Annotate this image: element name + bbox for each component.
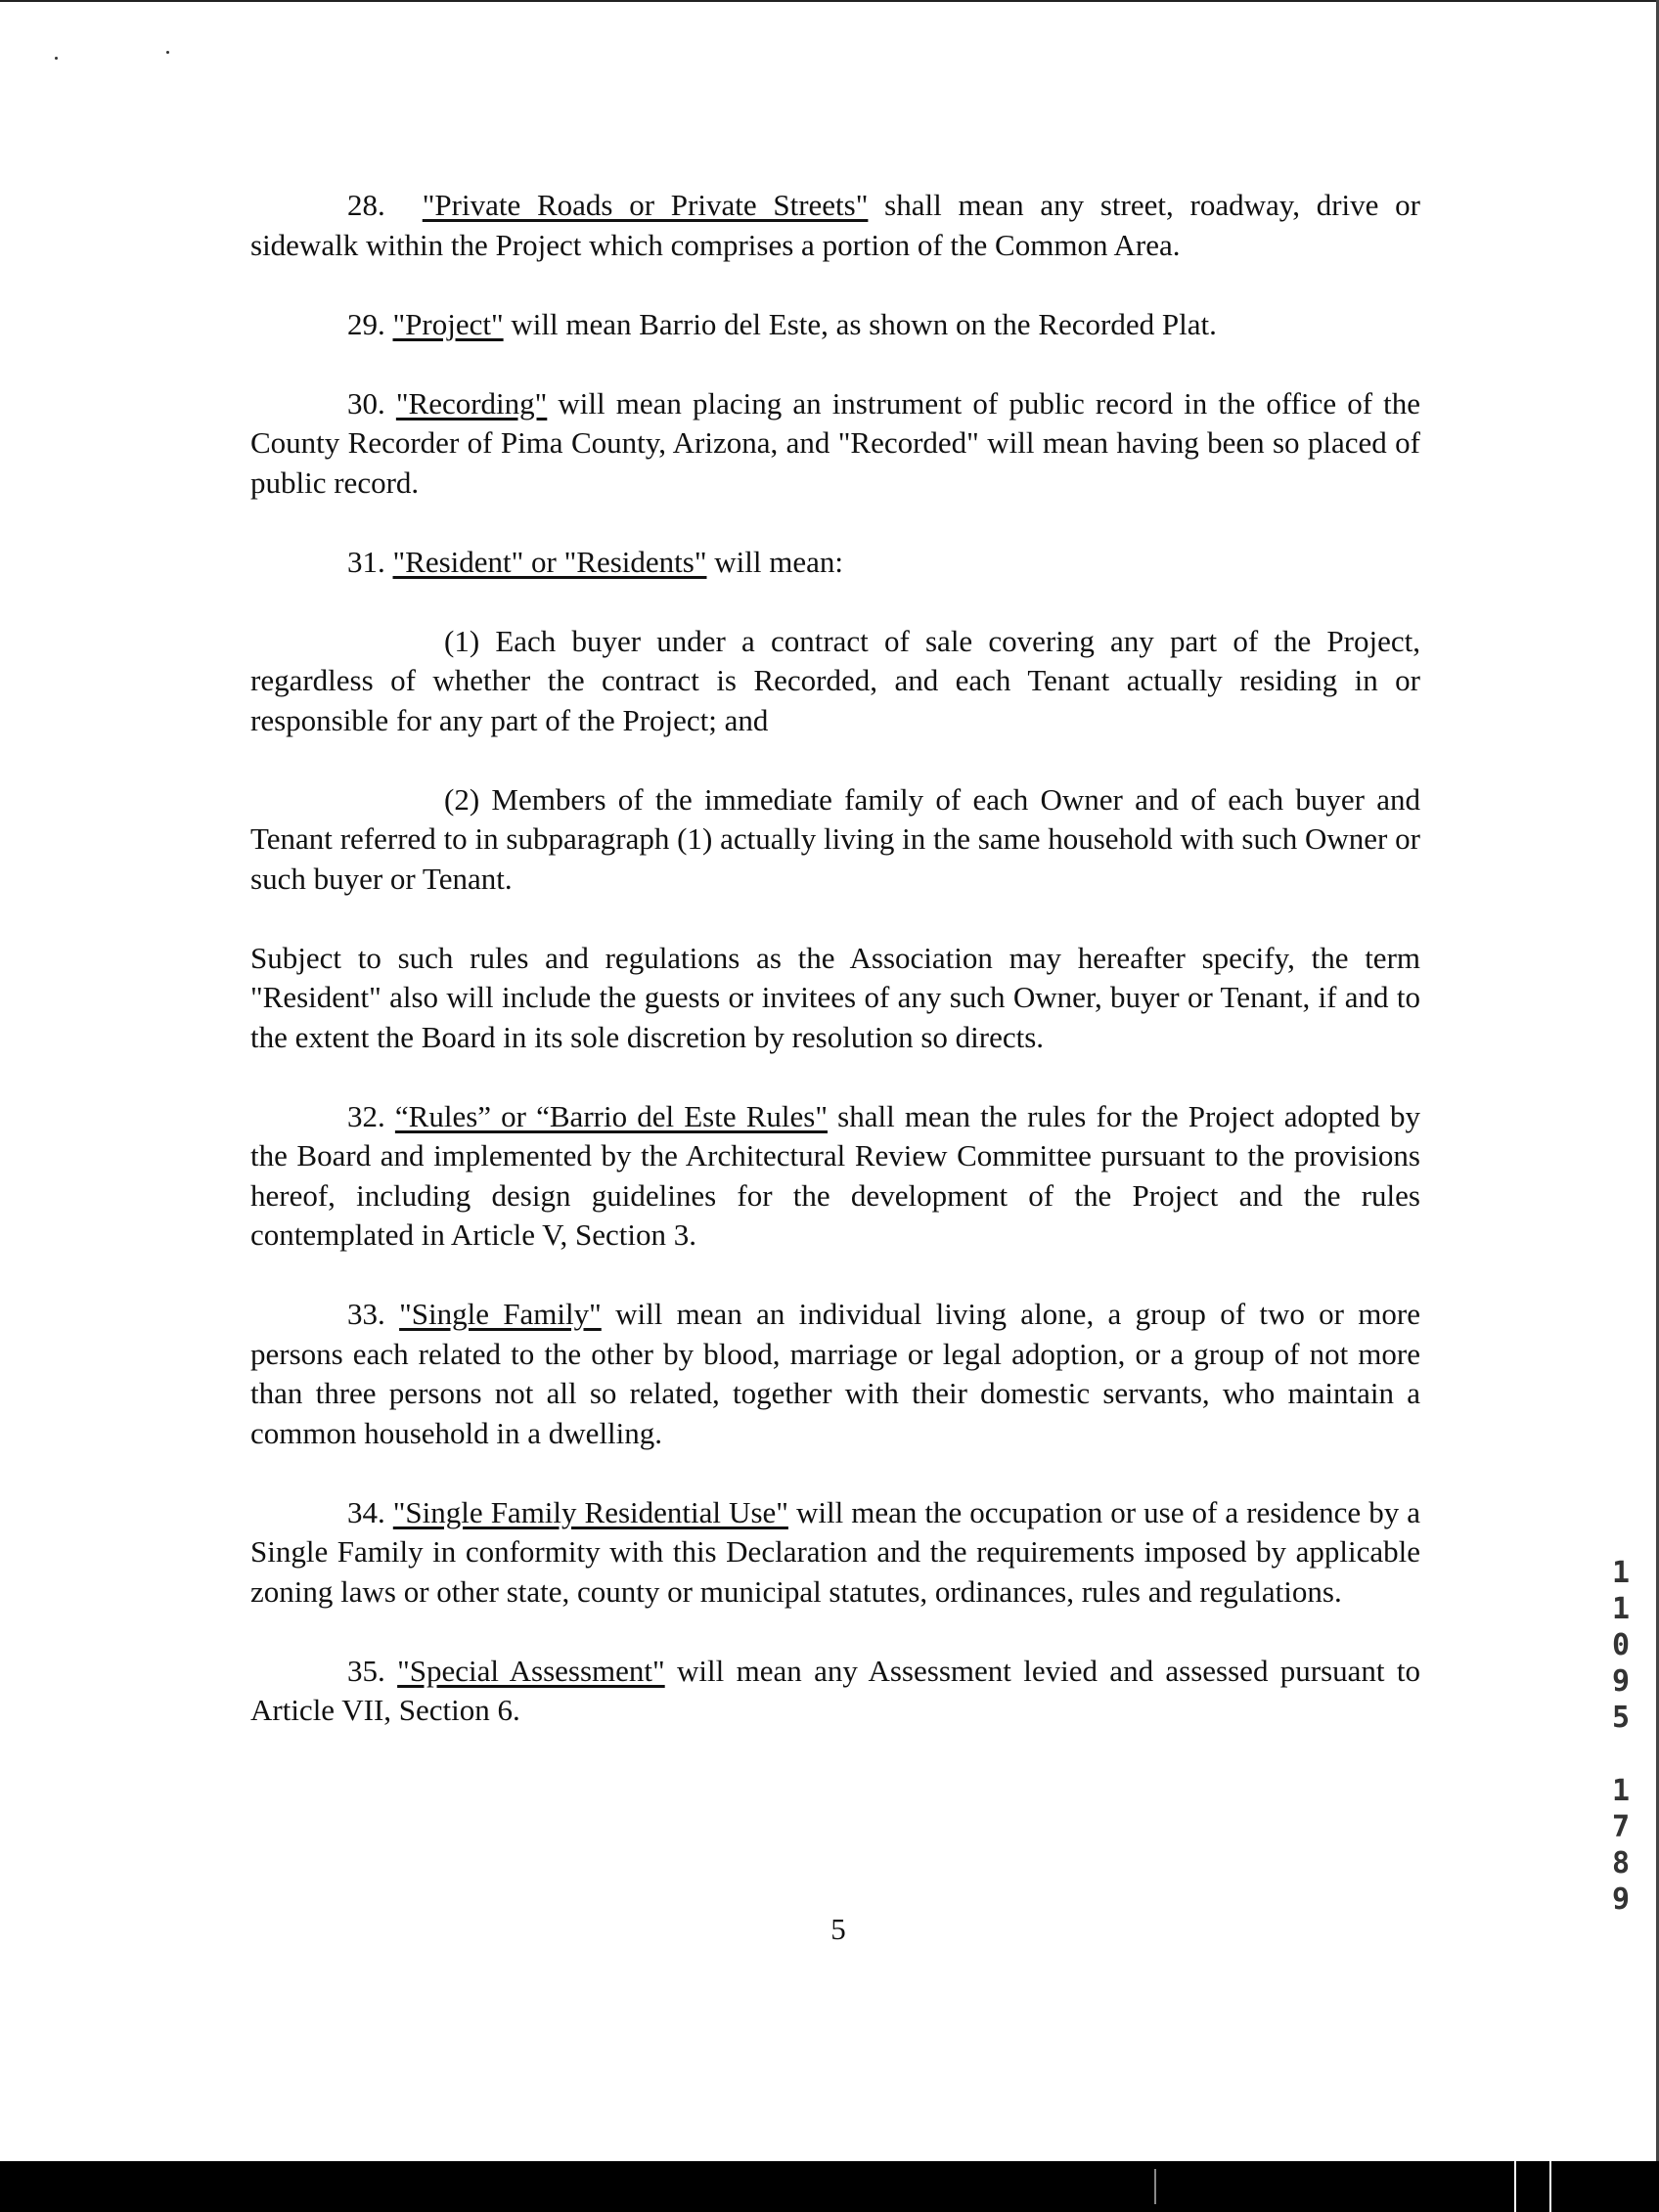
definition-number: 28. xyxy=(347,188,385,222)
scan-artifact xyxy=(1514,2161,1516,2212)
definition-text: will mean an individual living alone, a group of two or more persons each related to the other by blood, marriage or legal adoption, or a group of not more than three persons not all so related, together with their domestic servants, who maintain a common household in a dwelling. xyxy=(250,1297,1420,1450)
stamp-digit: 0 xyxy=(1611,1628,1631,1662)
definition-number: 35. xyxy=(347,1653,398,1688)
stamp-digit: 9 xyxy=(1611,1664,1631,1699)
definition-number: 30. xyxy=(347,385,396,420)
subparagraph-2: (2) Members of the immediate family of each Owner and of each buyer and Tenant referred to in subparagraph (1) actually living in the same household with such Owner or such buyer or Tenant. xyxy=(250,781,1420,896)
definition-number: 31. xyxy=(347,544,393,579)
defined-term: "Resident" or "Residents" xyxy=(392,544,707,579)
stamp-digit: 9 xyxy=(1611,1882,1631,1917)
definition-text: will mean the occupation or use of a residence by a Single Family in conformity with this Declaration and the requirements imposed by applicable zoning laws or other state, county or municipal statutes, ordinances, rules and regulations. xyxy=(250,1494,1420,1609)
definition-text: will mean: xyxy=(706,544,843,579)
subparagraph-1: (1) Each buyer under a contract of sale covering any part of the Project, regardless of whether the contract is Recorded, and each Tenant actually residing in or responsible for any part of the Project; and xyxy=(250,623,1420,737)
definition-number: 34. xyxy=(347,1494,393,1529)
recording-stamp xyxy=(1604,1555,1637,1918)
definition-30 xyxy=(250,384,1420,504)
scan-bottom-band xyxy=(0,2161,1659,2212)
defined-term: "Project" xyxy=(392,306,504,341)
defined-term: "Recording" xyxy=(395,385,548,420)
defined-term: “Rules” or “Barrio del Este Rules" xyxy=(394,1098,828,1133)
definition-number: 33. xyxy=(347,1297,400,1331)
definition-text: shall mean any street, roadway, drive or sidewalk within the Project which comprises a portion of the Common Area. xyxy=(250,188,1421,262)
scan-speck xyxy=(166,51,169,54)
definition-31 xyxy=(250,543,1420,583)
definition-33 xyxy=(250,1295,1420,1453)
stamp-digit: 8 xyxy=(1611,1846,1631,1880)
defined-term: "Private Roads or Private Streets" xyxy=(422,188,869,222)
defined-term: "Single Family" xyxy=(399,1297,602,1331)
stamp-digit: 7 xyxy=(1611,1810,1631,1844)
stamp-digit: 1 xyxy=(1611,1592,1631,1626)
definition-text: will mean placing an instrument of public record in the office of the County Recorder of Pima County, Arizona, and "Recorded" will mean having been so placed of public record. xyxy=(250,385,1420,500)
page-border-top xyxy=(0,0,1659,2)
definition-text: will mean Barrio del Este, as shown on the Recorded Plat. xyxy=(503,306,1217,341)
definition-text: shall mean the rules for the Project adopted by the Board and implemented by the Architectural Review Committee pursuant to the provisions hereof, including design guidelines for the development of the Project and the rules contemplated in Article V, Section 3. xyxy=(250,1098,1420,1252)
page-number: 5 xyxy=(830,1912,846,1946)
stamp-digit: 1 xyxy=(1611,1556,1631,1590)
definition-29 xyxy=(250,305,1420,345)
scan-artifact xyxy=(1549,2161,1551,2212)
defined-term: "Special Assessment" xyxy=(397,1653,665,1688)
defined-term: "Single Family Residential Use" xyxy=(392,1494,788,1529)
definition-text: will mean any Assessment levied and assessed pursuant to Article VII, Section 6. xyxy=(250,1653,1421,1727)
stamp-digit: 5 xyxy=(1611,1701,1631,1735)
definition-number: 29. xyxy=(347,306,393,341)
scan-speck xyxy=(55,57,58,60)
stamp-gap xyxy=(1604,1736,1637,1773)
definition-32 xyxy=(250,1097,1420,1256)
document-body xyxy=(250,186,1420,1731)
resident-clarification: Subject to such rules and regulations as the Association may hereafter specify, the term "Resident" also will include the guests or invitees of any such Owner, buyer or Tenant, if and to the extent the Board in its sole discretion by resolution so directs. xyxy=(250,940,1420,1054)
definition-35 xyxy=(250,1652,1420,1731)
stamp-digit: 1 xyxy=(1611,1774,1631,1808)
definition-28 xyxy=(250,186,1420,265)
definition-34 xyxy=(250,1493,1420,1613)
scan-artifact xyxy=(1154,2169,1156,2204)
definition-number: 32. xyxy=(347,1098,395,1133)
